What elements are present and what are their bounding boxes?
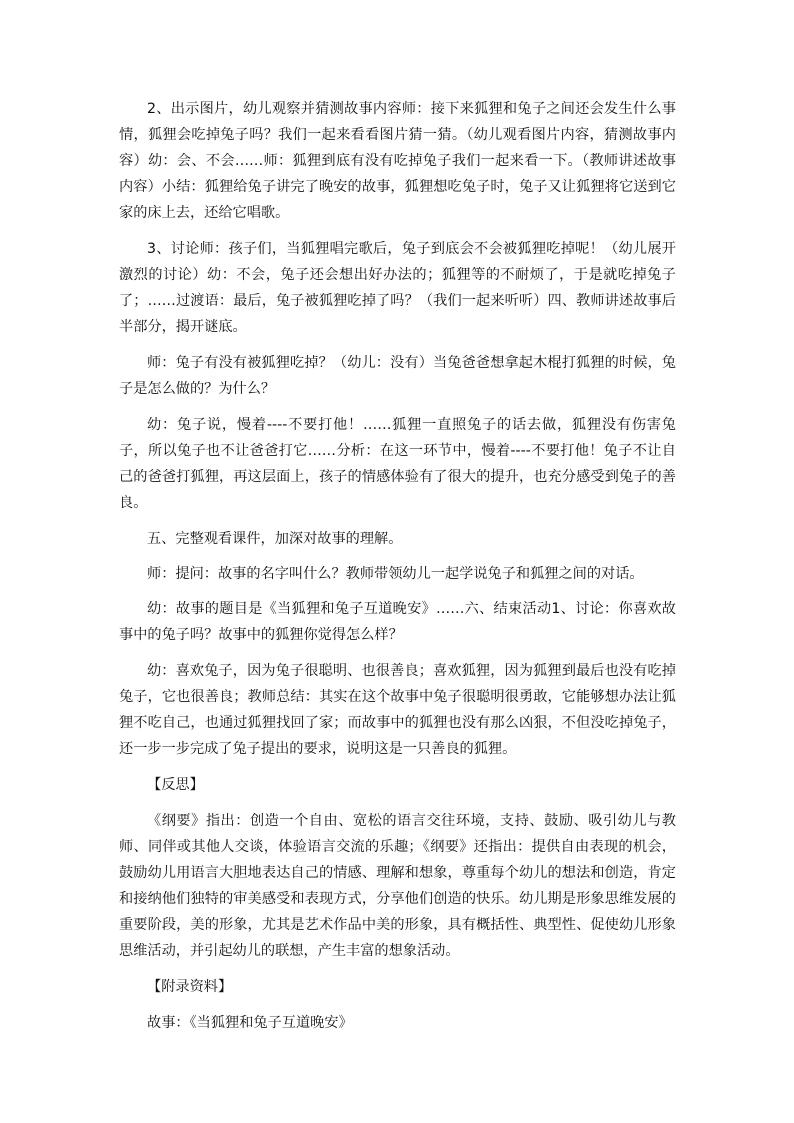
paragraph-reflection: 《纲要》指出：创造一个自由、宽松的语言交往环境，支持、鼓励、吸引幼儿与教师、同伴或其他人交谈，体验语言交流的乐趣；《纲要》还指出：提供自由表现的机会，鼓励幼儿用语言大胆地表达自己的情感、理解和想象，尊重每个幼儿的想法和创造，肯定和接纳他们独特的审美感受和表现方式，分享他们创造的快乐。幼儿期是形象思维发展的重要阶段，美的形象，尤其是艺术作品中美的形象，具有概括性、典型性、促使幼儿形象思维活动，并引起幼儿的联想，产生丰富的想象活动。 [119,813,676,959]
paragraph-teacher-question: 师：兔子有没有被狐狸吃掉？（幼儿：没有）当兔爸爸想拿起木棍打狐狸的时候，兔子是怎么做的？为什么？ [119,355,676,397]
paragraph-teacher-prompt: 师：提问：故事的名字叫什么？教师带领幼儿一起学说兔子和狐狸之间的对话。 [147,566,644,582]
appendix-heading: 【附录资料】 [147,979,233,995]
paragraph-discussion: 3、讨论师：孩子们，当狐狸唱完歌后，兔子到底会不会被狐狸吃掉呢！（幼儿展开激烈的讨论）幼：不会，兔子还会想出好办法的；狐狸等的不耐烦了，于是就吃掉兔子了；……过渡语：最后，兔子被狐狸吃掉了吗？（我们一起来听听）四、教师讲述故事后半部分，揭开谜底。 [119,241,676,335]
paragraph-story-title: 故事：《当狐狸和兔子互道晚安》 [147,1015,353,1031]
document-body [119,96,676,1046]
paragraph-child-answer-analysis: 幼：兔子说，慢着----不要打他！……狐狸一直照兔子的话去做，狐狸没有伤害兔子，所以兔子也不让爸爸打它……分析：在这一环节中，慢着----不要打他！兔子不让自己的爸爸打狐狸，再这层面上，孩子的情感体验有了很大的提升，也充分感受到兔子的善良。 [119,417,676,511]
paragraph-show-pictures: 2、出示图片，幼儿观察并猜测故事内容师：接下来狐狸和兔子之间还会发生什么事情，狐狸会吃掉兔子吗？我们一起来看看图片猜一猜。（幼儿观看图片内容，猜测故事内容）幼：会、不会……师：狐狸到底有没有吃掉兔子我们一起来看一下。（教师讲述故事内容）小结：狐狸给兔子讲完了晚安的故事，狐狸想吃兔子时，兔子又让狐狸将它送到它家的床上去，还给它唱歌。 [119,101,676,221]
section-heading-five: 五、完整观看课件，加深对故事的理解。 [147,531,403,547]
reflection-heading: 【反思】 [147,777,204,793]
paragraph-summary: 幼：喜欢兔子，因为兔子很聪明、也很善良；喜欢狐狸，因为狐狸到最后也没有吃掉兔子，它也很善良；教师总结：其实在这个故事中兔子很聪明很勇敢，它能够想办法让狐狸不吃自己，也通过狐狸找回了家；而故事中的狐狸也没有那么凶狠，不但没吃掉兔子，还一步一步完成了兔子提出的要求，说明这是一只善良的狐狸。 [119,663,676,757]
paragraph-story-title-discussion: 幼：故事的题目是《当狐狸和兔子互道晚安》……六、结束活动1、讨论：你喜欢故事中的兔子吗？故事中的狐狸你觉得怎么样？ [119,601,676,643]
